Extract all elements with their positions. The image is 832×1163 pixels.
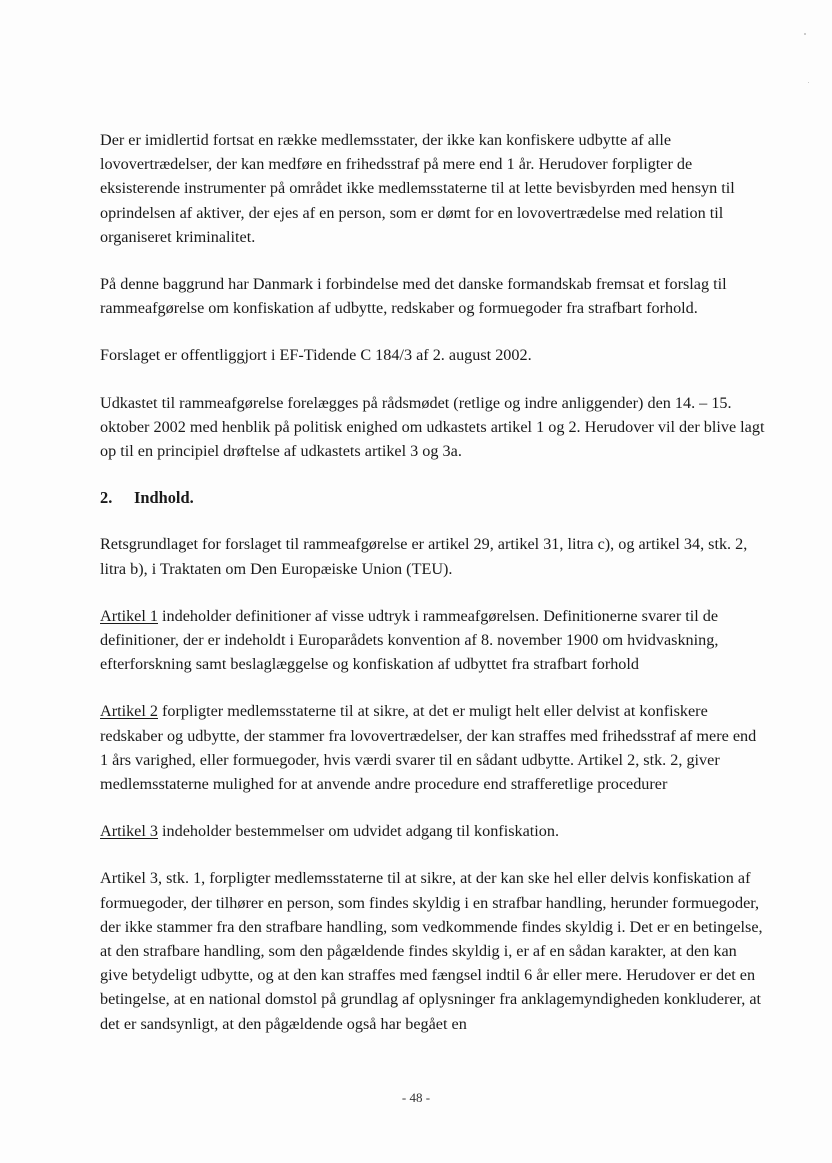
- paragraph-publication: Forslaget er offentliggjort i EF-Tidende C 184/3 af 2. august 2002.: [100, 346, 532, 365]
- paragraph-article-2: [100, 699, 765, 796]
- article-1-reference: Artikel 1: [100, 606, 158, 625]
- section-number: 2.: [100, 488, 113, 508]
- article-2-text: forpligter medlemsstaterne til at sikre, at det er muligt helt eller delvist at konfiskere redskaber og udbytte, der stammer fra lovovertrædelser, der kan straffes med frihedsstraf af mere end 1 års varighed, eller formuegoder, hvis værdi svarer til en sådant udbytte. Artikel 2, stk. 2, giver medlemsstaterne mulighed for at anvende andre procedure end strafferetlige procedurer: [100, 702, 757, 794]
- article-3-text: indeholder bestemmelser om udvidet adgang til konfiskation.: [158, 822, 560, 841]
- paragraph-article-3: [100, 819, 765, 843]
- page-number: - 48 -: [401, 1090, 431, 1105]
- scan-speck: [808, 82, 809, 83]
- scan-speck: [804, 33, 806, 35]
- section-heading: [100, 486, 765, 510]
- paragraph-council-meeting: Udkastet til rammeafgørelse forelægges på rådsmødet (retlige og indre anliggender) den 14. – 15. oktober 2002 med henblik på politisk enighed om udkastets artikel 1 og 2. Herudover vil der blive lagt op til en principiel drøftelse af udkastets artikel 3 og 3a.: [100, 393, 765, 461]
- article-1-text: indeholder definitioner af visse udtryk i rammeafgørelsen. Definitionerne svarer til de definitioner, der er indeholdt i Europarådets konvention af 8. november 1900 om hvidvaskning, efterforskning samt beslaglæggelse og konfiskation af udbyttet fra strafbart forhold: [100, 606, 719, 674]
- article-3-reference: Artikel 3: [100, 822, 158, 841]
- paragraph-background: På denne baggrund har Danmark i forbindelse med det danske formandskab fremsat et forslag til rammeafgørelse om konfiskation af udbytte, redskaber og formuegoder fra strafbart forhold.: [100, 275, 727, 318]
- document-body: [100, 128, 765, 1059]
- paragraph-article-3-stk-1: Artikel 3, stk. 1, forpligter medlemsstaterne til at sikre, at der kan ske hel eller delvis konfiskation af formuegoder, der tilhører en person, som findes skyldig i en strafbar handling, herunder formuegoder, der ikke stammer fra den strafbare handling, som vedkommende findes skyldig i. Det er en betingelse, at den strafbare handling, som den pågældende findes skyldig i, er af en sådan karakter, at den kan give betydeligt udbytte, og at den kan straffes med fængsel indtil 6 år eller mere. Herudover er det en betingelse, at en national domstol på grundlag af oplysninger fra anklagemyndigheden konkluderer, at det er sandsynligt, at den pågældende også har begået en: [100, 869, 763, 1033]
- paragraph-article-1: [100, 604, 765, 677]
- section-title: Indhold.: [134, 488, 194, 508]
- paragraph-legal-basis: Retsgrundlaget for forslaget til rammeafgørelse er artikel 29, artikel 31, litra c), og artikel 34, stk. 2, litra b), i Traktaten om Den Europæiske Union (TEU).: [100, 535, 748, 578]
- paragraph-intro: Der er imidlertid fortsat en række medlemsstater, der ikke kan konfiskere udbytte af alle lovovertrædelser, der kan medføre en frihedsstraf på mere end 1 år. Herudover forpligter de eksisterende instrumenter på området ikke medlemsstaterne til at lette bevisbyrden med hensyn til oprindelsen af aktiver, der ejes af en person, som er dømt for en lovovertrædelse med relation til organiseret kriminalitet.: [100, 131, 735, 246]
- article-2-reference: Artikel 2: [100, 702, 158, 721]
